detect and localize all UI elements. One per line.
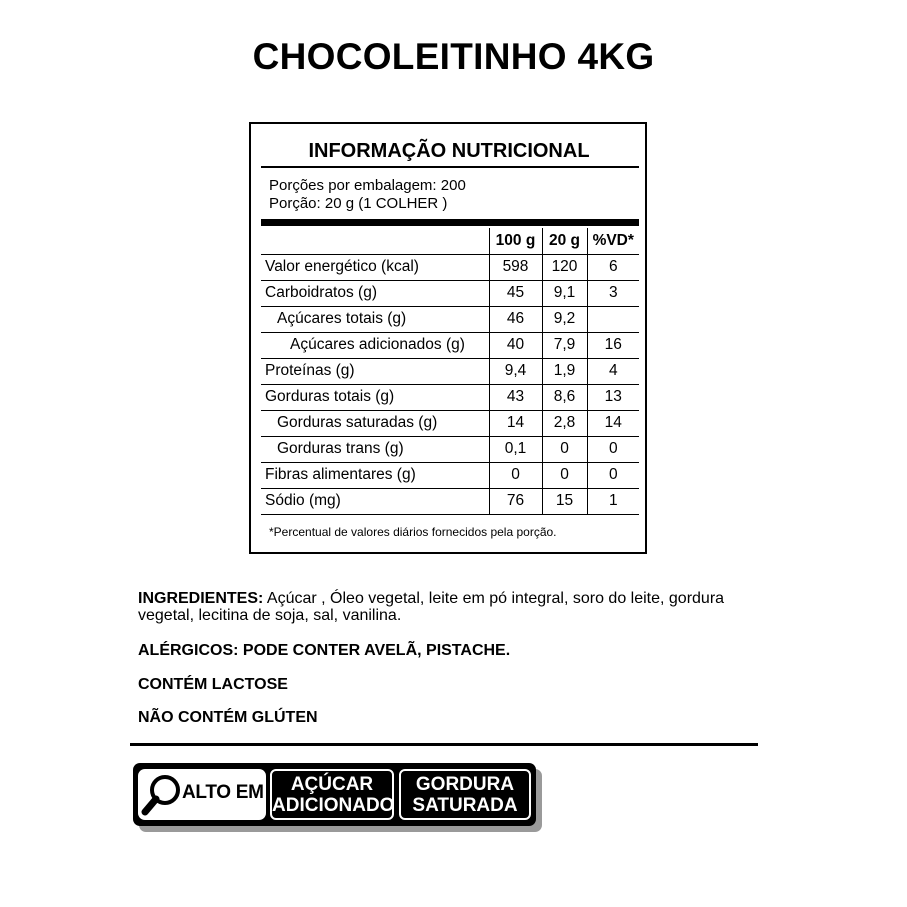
nutrient-label: Gorduras totais (g): [261, 384, 489, 410]
value-serving: 2,8: [542, 410, 587, 436]
column-header-100g: 100 g: [489, 228, 542, 254]
value-serving: 8,6: [542, 384, 587, 410]
lactose-statement: CONTÉM LACTOSE: [138, 676, 288, 693]
thick-divider: [261, 219, 639, 226]
table-row: [261, 488, 639, 514]
value-vd: 0: [587, 462, 639, 488]
nutrient-label: Gorduras saturadas (g): [261, 410, 489, 436]
value-100g: 598: [489, 254, 542, 280]
footnote: *Percentual de valores diários fornecidos pela porção.: [269, 525, 557, 539]
allergens-statement: ALÉRGICOS: PODE CONTER AVELÃ, PISTACHE.: [138, 642, 511, 659]
nutrient-label: Fibras alimentares (g): [261, 462, 489, 488]
separator-line: [130, 743, 758, 746]
value-100g: 46: [489, 306, 542, 332]
table-row: [261, 436, 639, 462]
value-serving: 120: [542, 254, 587, 280]
value-100g: 9,4: [489, 358, 542, 384]
nutrient-label: Sódio (mg): [261, 488, 489, 514]
value-serving: 15: [542, 488, 587, 514]
product-title: CHOCOLEITINHO 4KG: [252, 36, 655, 77]
warning-line-2: SATURADA: [412, 795, 518, 816]
alto-em-panel: [138, 769, 266, 820]
table-header-row: [261, 228, 639, 254]
value-vd: 3: [587, 280, 639, 306]
value-100g: 0: [489, 462, 542, 488]
serving-size: Porção: 20 g (1 COLHER ): [269, 195, 448, 212]
value-vd: 6: [587, 254, 639, 280]
nutrient-label: Valor energético (kcal): [261, 254, 489, 280]
nutrient-label: Proteínas (g): [261, 358, 489, 384]
value-vd: 13: [587, 384, 639, 410]
ingredients-text: Açúcar , Óleo vegetal, leite em pó integral, soro do leite, gordura vegetal, lecitina de soja, sal, vanilina.: [138, 590, 725, 624]
alto-em-label: ALTO EM: [182, 782, 264, 803]
divider: [261, 166, 639, 168]
table-row: [261, 410, 639, 436]
nutrient-label: Carboidratos (g): [261, 280, 489, 306]
value-100g: 40: [489, 332, 542, 358]
warning-line-2: ADICIONADO: [272, 795, 395, 816]
table-row: [261, 306, 639, 332]
ingredients-label: INGREDIENTES:: [138, 590, 264, 607]
value-serving: 1,9: [542, 358, 587, 384]
table-row: [261, 358, 639, 384]
value-100g: 45: [489, 280, 542, 306]
column-header-vd: %VD*: [587, 228, 639, 254]
value-100g: 76: [489, 488, 542, 514]
value-100g: 0,1: [489, 436, 542, 462]
table-row: [261, 280, 639, 306]
saturated-fat-warning: [399, 769, 531, 820]
serving-info: [269, 177, 466, 213]
value-vd: [587, 306, 639, 332]
value-vd: 14: [587, 410, 639, 436]
nutrient-table: [261, 228, 639, 515]
added-sugar-warning: [270, 769, 394, 820]
nutrient-label: Gorduras trans (g): [261, 436, 489, 462]
warning-line-1: GORDURA: [415, 774, 515, 795]
nutrition-header: INFORMAÇÃO NUTRICIONAL: [308, 140, 590, 162]
table-row: [261, 462, 639, 488]
value-vd: 4: [587, 358, 639, 384]
value-serving: 0: [542, 436, 587, 462]
value-vd: 16: [587, 332, 639, 358]
high-in-warning-seal: [133, 763, 536, 826]
nutrient-label: Açúcares adicionados (g): [261, 332, 489, 358]
magnifier-icon: [141, 772, 183, 818]
servings-per-package: Porções por embalagem: 200: [269, 177, 466, 194]
column-header-serving: 20 g: [542, 228, 587, 254]
value-100g: 14: [489, 410, 542, 436]
value-vd: 1: [587, 488, 639, 514]
warning-line-1: AÇÚCAR: [290, 774, 374, 795]
table-row: [261, 254, 639, 280]
table-row: [261, 384, 639, 410]
value-serving: 9,1: [542, 280, 587, 306]
nutrient-label: Açúcares totais (g): [261, 306, 489, 332]
gluten-statement: NÃO CONTÉM GLÚTEN: [138, 709, 318, 726]
nutrition-facts-table: [249, 122, 647, 554]
ingredients: [138, 590, 778, 624]
table-row: [261, 332, 639, 358]
value-serving: 0: [542, 462, 587, 488]
value-serving: 7,9: [542, 332, 587, 358]
value-100g: 43: [489, 384, 542, 410]
value-vd: 0: [587, 436, 639, 462]
column-header-blank: [261, 228, 489, 254]
value-serving: 9,2: [542, 306, 587, 332]
